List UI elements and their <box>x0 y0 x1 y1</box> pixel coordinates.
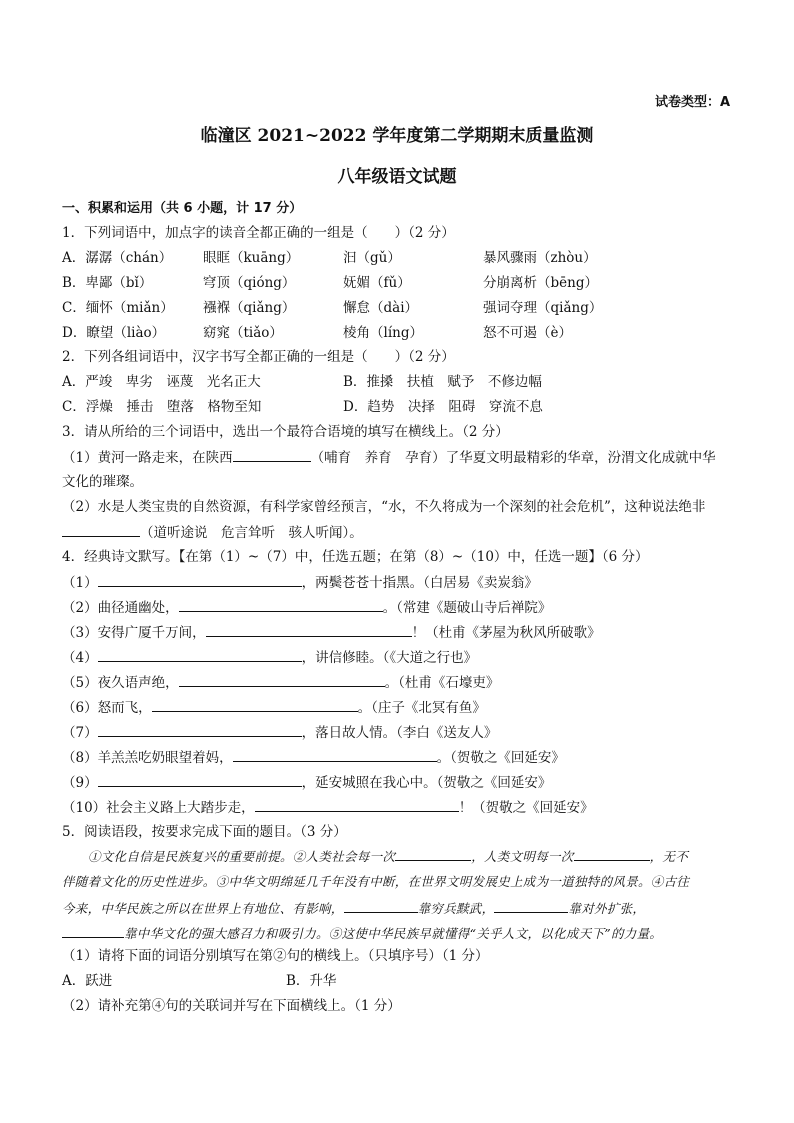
answer-blank[interactable] <box>62 522 140 537</box>
q4-line-post: ！（杜甫《茅屋为秋风所破歌》 <box>411 625 601 641</box>
answer-blank[interactable] <box>98 572 302 587</box>
exam-subtitle: 八年级语文试题 <box>337 167 457 187</box>
answer-blank[interactable] <box>233 747 437 762</box>
q1-option: 妩媚（fǔ） <box>343 275 411 291</box>
passage-text: ，无不 <box>649 849 689 864</box>
q4-line-post: ，讲信修睦。（《大道之行也》 <box>301 650 478 666</box>
q4-line-pre: （3）安得广厦千万间， <box>62 625 206 641</box>
q4-line-post: 。（贺敬之《回延安》 <box>436 750 565 766</box>
q3-part1-text: （1）黄河一路走来，在陕西 <box>62 450 233 466</box>
q1-option: 汩（gǔ） <box>343 250 401 266</box>
q5-sub2: （2）请补充第④句的关联词并写在下面横线上。（1 分） <box>62 998 401 1014</box>
q4-line-pre: （1） <box>62 575 98 591</box>
q3-part1-line1 <box>62 447 716 468</box>
q3-part2-line1: （2）水是人类宝贵的自然资源，有科学家曾经预言，“水，不久将成为一个深刻的社会危机”，这种说法绝非 <box>62 499 706 515</box>
q3-stem: 3．请从所给的三个词语中，选出一个最符合语境的填写在横线上。（2 分） <box>62 424 509 440</box>
q2-option: C．浮燥 捶击 堕落 格物至知 <box>62 399 262 415</box>
q4-line-post: ，延安城照在我心中。（贺敬之《回延安》 <box>301 775 552 791</box>
q4-line <box>62 697 486 718</box>
passage-text: ①文化自信是民族复兴的重要前提。②人类社会每一次 <box>88 849 396 864</box>
q4-line-pre: （2）曲径通幽处， <box>62 600 179 616</box>
q2-option: B．推搡 扶植 赋予 不修边幅 <box>343 374 542 390</box>
answer-blank[interactable] <box>179 672 385 687</box>
q1-option: 穹顶（qióng） <box>203 275 296 291</box>
passage-text: 靠穷兵黩武， <box>417 901 495 916</box>
q2-option: A．严竣 卑劣 诬蔑 光名正大 <box>62 374 261 390</box>
q2-stem: 2．下列各组词语中，汉字书写全都正确的一组是（ ）（2 分） <box>62 349 455 365</box>
q3-part2-text: （道听途说 危言耸听 骇人听闻）。 <box>140 525 363 541</box>
q1-option: C．缅怀（miǎn） <box>62 300 174 316</box>
q4-line-pre: （9） <box>62 775 98 791</box>
section-heading: 一、积累和运用（共 6 小题，计 17 分） <box>62 201 303 216</box>
q4-line-post: ，落日故人情。（李白《送友人》 <box>301 725 498 741</box>
passage-text: 今来，中华民族之所以在世界上有地位、有影响， <box>62 901 344 916</box>
passage-text: ，人类文明每一次 <box>471 849 574 864</box>
q1-option: B．卑鄙（bǐ） <box>62 275 153 291</box>
q4-line <box>62 797 594 818</box>
exam-title: 临潼区 2021~2022 学年度第二学期期末质量监测 <box>200 126 594 146</box>
answer-blank[interactable] <box>62 923 124 938</box>
q5-sub1-option: A．跃进 <box>62 973 113 989</box>
q1-option: D．瞭望（liào） <box>62 325 166 341</box>
q1-option: 强词夺理（qiǎng） <box>483 300 603 316</box>
answer-blank[interactable] <box>152 697 358 712</box>
answer-blank[interactable] <box>255 797 459 812</box>
q4-line-pre: （5）夜久语声绝， <box>62 675 179 691</box>
q2-option: D．趋势 决择 阻碍 穿流不息 <box>343 399 543 415</box>
q4-line-post: 。（杜甫《石壕吏》 <box>384 675 500 691</box>
q5-passage-line: 伴随着文化的历史性进步。③中华文明绵延几千年没有中断，在世界文明发展史上成为一道独特的风景。④古往 <box>62 874 690 889</box>
answer-blank[interactable] <box>233 447 311 462</box>
q3-part2-line2 <box>62 522 363 543</box>
q4-line <box>62 622 601 643</box>
q1-option: 暴风骤雨（zhòu） <box>483 250 597 266</box>
q1-option: 分崩离析（bēng） <box>483 275 598 291</box>
q5-sub1-option: B．升华 <box>286 973 337 989</box>
q1-option: 怒不可遏（è） <box>483 325 572 341</box>
q4-stem: 4．经典诗文默写。【在第（1）~（7）中，任选五题；在第（8）~（10）中，任选一题】（6 分） <box>62 549 649 565</box>
answer-blank[interactable] <box>98 772 302 787</box>
q4-line-post: ，两鬓苍苍十指黑。（白居易《卖炭翁》 <box>301 575 538 591</box>
q4-line-post: ！（贺敬之《回延安》 <box>458 800 594 816</box>
q1-option: 窈窕（tiǎo） <box>203 325 283 341</box>
q5-passage-line <box>62 844 734 869</box>
q4-line <box>62 672 499 693</box>
answer-blank[interactable] <box>395 846 471 861</box>
q4-line <box>62 722 497 743</box>
q3-part1-text: （哺育 养育 孕育）了华夏文明最精彩的华章，汾渭文化成就中华 <box>310 450 716 466</box>
answer-blank[interactable] <box>179 597 383 612</box>
q1-option: 眼眶（kuāng） <box>203 250 300 266</box>
q4-line-pre: （7） <box>62 725 98 741</box>
q4-line <box>62 647 477 668</box>
q1-option: A．潺潺（chán） <box>62 250 173 266</box>
q4-line <box>62 772 551 793</box>
q4-line-post: 。（常建《题破山寺后禅院》 <box>382 600 552 616</box>
q4-line-pre: （8）羊羔羔吃奶眼望着妈， <box>62 750 233 766</box>
q4-line-pre: （10）社会主义路上大踏步走， <box>62 800 255 816</box>
passage-text: 靠中华文化的强大感召力和吸引力。⑤这使中华民族早就懂得“关乎人文，以化成天下”的力量。 <box>124 926 663 941</box>
passage-text: 靠对外扩张， <box>568 901 646 916</box>
q1-option: 懈怠（dài） <box>343 300 419 316</box>
answer-blank[interactable] <box>574 846 650 861</box>
q4-line <box>62 572 538 593</box>
q1-option: 棱角（líng） <box>343 325 423 341</box>
q4-line <box>62 747 565 768</box>
q5-stem: 5．阅读语段，按要求完成下面的题目。（3 分） <box>62 824 347 840</box>
q5-passage-line <box>62 896 734 921</box>
answer-blank[interactable] <box>98 722 302 737</box>
q1-option: 襁褓（qiǎng） <box>203 300 296 316</box>
q3-part1-line2: 文化的璀璨。 <box>62 474 143 490</box>
q1-stem: 1．下列词语中，加点字的读音全都正确的一组是（ ）（2 分） <box>62 225 455 241</box>
answer-blank[interactable] <box>494 898 568 913</box>
q5-passage-line <box>62 921 734 946</box>
paper-type-label: 试卷类型：A <box>654 95 730 110</box>
q4-line <box>62 597 551 618</box>
q4-line-pre: （6）怒而飞， <box>62 700 152 716</box>
q5-sub1: （1）请将下面的词语分别填写在第②句的横线上。（只填序号）（1 分） <box>62 948 489 964</box>
answer-blank[interactable] <box>344 898 418 913</box>
answer-blank[interactable] <box>206 622 412 637</box>
q4-line-post: 。（庄子《北冥有鱼》 <box>357 700 486 716</box>
answer-blank[interactable] <box>98 647 302 662</box>
q4-line-pre: （4） <box>62 650 98 666</box>
